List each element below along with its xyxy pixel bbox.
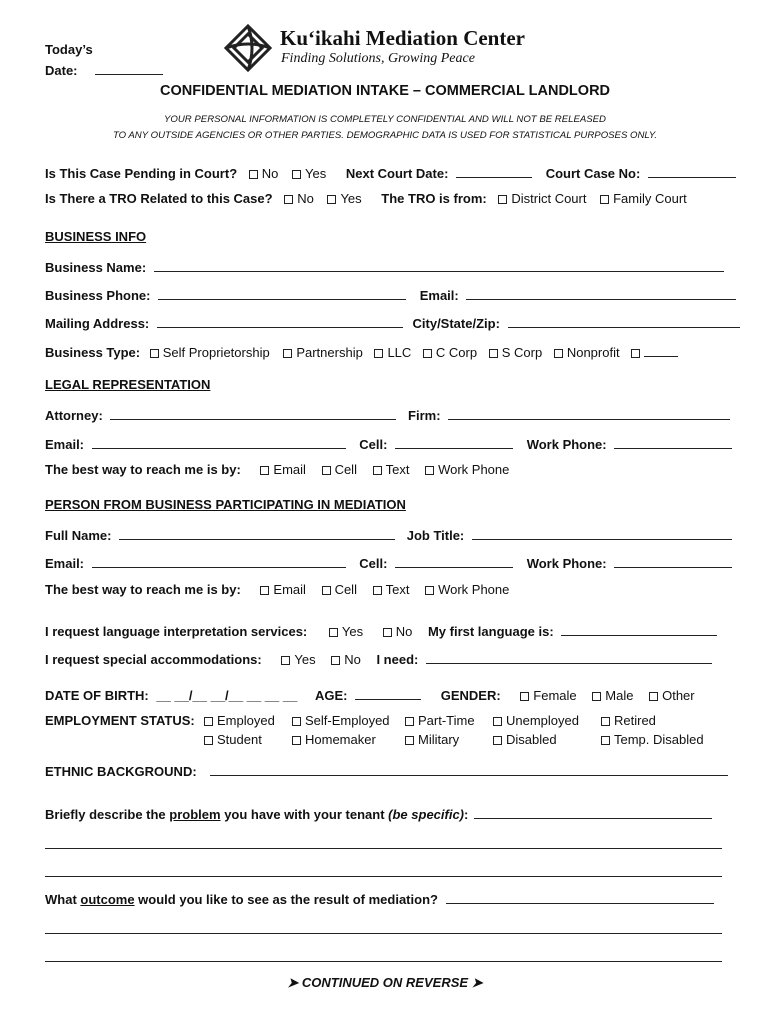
outcome-question: What outcome would you like to see as the result of mediation? (45, 889, 714, 907)
arrow-right-icon: ➤ (287, 975, 299, 990)
participant-email-field[interactable] (92, 553, 346, 568)
type-s-corp-checkbox[interactable] (489, 349, 498, 358)
type-self-proprietorship-checkbox[interactable] (150, 349, 159, 358)
city-state-zip-field[interactable] (508, 313, 740, 328)
gender-other-checkbox[interactable] (649, 692, 658, 701)
form-title: CONFIDENTIAL MEDIATION INTAKE – COMMERCIAL LANDLORD (159, 83, 611, 99)
business-email-field[interactable] (466, 285, 736, 300)
mailing-address-field[interactable] (157, 313, 403, 328)
participant-contact-row: Email: Cell: Work Phone: (45, 553, 732, 571)
business-info-heading: BUSINESS INFO (45, 229, 147, 244)
participant-reach-text-checkbox[interactable] (373, 586, 382, 595)
tro-no-checkbox[interactable] (284, 195, 293, 204)
tro-yes-checkbox[interactable] (327, 195, 336, 204)
todays-date-field[interactable] (95, 60, 163, 75)
business-name-field[interactable] (154, 257, 724, 272)
emp-employed-checkbox[interactable] (204, 717, 213, 726)
business-phone-field[interactable] (158, 285, 406, 300)
legal-contact-row: Email: Cell: Work Phone: (45, 434, 732, 452)
accommodations-no-checkbox[interactable] (331, 656, 340, 665)
type-other-field[interactable] (644, 342, 678, 357)
accommodations-yes-checkbox[interactable] (281, 656, 290, 665)
legal-reach-work-phone-checkbox[interactable] (425, 466, 434, 475)
type-partnership-checkbox[interactable] (283, 349, 292, 358)
participant-heading: PERSON FROM BUSINESS PARTICIPATING IN MEDIATION (45, 497, 406, 512)
problem-line-2[interactable] (45, 848, 722, 849)
todays-date-label: Today’s Date: (45, 42, 163, 78)
legal-email-field[interactable] (92, 434, 346, 449)
participant-name-field[interactable] (119, 525, 395, 540)
participant-cell-field[interactable] (395, 553, 513, 568)
type-other-checkbox[interactable] (631, 349, 640, 358)
business-phone-row: Business Phone: Email: (45, 285, 736, 303)
participant-reach-email-checkbox[interactable] (260, 586, 269, 595)
attorney-row: Attorney: Firm: (45, 405, 730, 423)
legal-reach-email-checkbox[interactable] (260, 466, 269, 475)
employment-options-row1: Employed Self-Employed Part-Time Unemployed Retired (204, 713, 656, 728)
participant-name-row: Full Name: Job Title: (45, 525, 732, 543)
gender-male-checkbox[interactable] (592, 692, 601, 701)
tro-district-checkbox[interactable] (498, 195, 507, 204)
language-no-checkbox[interactable] (383, 628, 392, 637)
tro-row: Is There a TRO Related to this Case? No Yes The TRO is from: District Court Family Court (45, 191, 687, 206)
next-court-date-field[interactable] (456, 163, 532, 178)
emp-disabled-checkbox[interactable] (493, 736, 502, 745)
ethnic-row: ETHNIC BACKGROUND: (45, 761, 728, 779)
problem-field[interactable] (474, 804, 712, 819)
accommodations-row: I request special accommodations: Yes No I need: (45, 649, 712, 667)
emp-temp-disabled-checkbox[interactable] (601, 736, 610, 745)
emp-self-employed-checkbox[interactable] (292, 717, 301, 726)
language-yes-checkbox[interactable] (329, 628, 338, 637)
emp-military-checkbox[interactable] (405, 736, 414, 745)
first-language-field[interactable] (561, 621, 717, 636)
confidential-notice-line1: YOUR PERSONAL INFORMATION IS COMPLETELY CONFIDENTIAL AND WILL NOT BE RELEASED (164, 114, 606, 125)
emp-student-checkbox[interactable] (204, 736, 213, 745)
org-tagline: Finding Solutions, Growing Peace (281, 51, 475, 66)
language-row: I request language interpretation services: Yes No My first language is: (45, 621, 717, 639)
confidential-notice-line2: TO ANY OUTSIDE AGENCIES OR OTHER PARTIES. DEMOGRAPHIC DATA IS USED FOR STATISTICAL PURPOSES ONLY. (112, 130, 658, 141)
type-nonprofit-checkbox[interactable] (554, 349, 563, 358)
continued-footer: ➤ CONTINUED ON REVERSE ➤ (287, 975, 483, 990)
court-pending-row: Is This Case Pending in Court? No Yes Next Court Date: Court Case No: (45, 163, 736, 181)
type-c-corp-checkbox[interactable] (423, 349, 432, 358)
court-pending-yes-checkbox[interactable] (292, 170, 301, 179)
firm-field[interactable] (448, 405, 730, 420)
problem-line-3[interactable] (45, 876, 722, 877)
employment-status-label: EMPLOYMENT STATUS: (45, 713, 195, 728)
ethnic-background-field[interactable] (210, 761, 728, 776)
org-name: Ku‘ikahi Mediation Center (280, 26, 525, 50)
participant-work-phone-field[interactable] (614, 553, 732, 568)
dob-field[interactable]: __ __/__ __/__ __ __ __ (156, 688, 298, 703)
employment-options-row2: Student Homemaker Military Disabled Temp. Disabled (204, 732, 704, 747)
legal-work-phone-field[interactable] (614, 434, 732, 449)
participant-reach-cell-checkbox[interactable] (322, 586, 331, 595)
participant-reach-work-phone-checkbox[interactable] (425, 586, 434, 595)
job-title-field[interactable] (472, 525, 732, 540)
mailing-address-row: Mailing Address: City/State/Zip: (45, 313, 740, 331)
accommodations-need-field[interactable] (426, 649, 712, 664)
type-llc-checkbox[interactable] (374, 349, 383, 358)
outcome-field[interactable] (446, 889, 714, 904)
legal-representation-heading: LEGAL REPRESENTATION (45, 377, 211, 392)
legal-cell-field[interactable] (395, 434, 513, 449)
outcome-line-2[interactable] (45, 933, 722, 934)
problem-question: Briefly describe the problem you have with your tenant (be specific): (45, 804, 712, 822)
legal-reach-text-checkbox[interactable] (373, 466, 382, 475)
court-case-no-field[interactable] (648, 163, 736, 178)
legal-reach-row: The best way to reach me is by: Email Cell Text Work Phone (45, 462, 510, 477)
participant-reach-row: The best way to reach me is by: Email Cell Text Work Phone (45, 582, 510, 597)
court-pending-no-checkbox[interactable] (249, 170, 258, 179)
business-name-row: Business Name: (45, 257, 724, 275)
mediation-center-logo-icon (222, 22, 274, 74)
legal-reach-cell-checkbox[interactable] (322, 466, 331, 475)
tro-family-checkbox[interactable] (600, 195, 609, 204)
age-field[interactable] (355, 685, 421, 700)
arrow-right-icon: ➤ (471, 975, 483, 990)
demographics-row: DATE OF BIRTH: __ __/__ __/__ __ __ __ AGE: GENDER: Female Male Other (45, 685, 695, 703)
outcome-line-3[interactable] (45, 961, 722, 962)
emp-homemaker-checkbox[interactable] (292, 736, 301, 745)
emp-retired-checkbox[interactable] (601, 717, 610, 726)
emp-unemployed-checkbox[interactable] (493, 717, 502, 726)
emp-part-time-checkbox[interactable] (405, 717, 414, 726)
business-type-row: Business Type: Self Proprietorship Partnership LLC C Corp S Corp Nonprofit (45, 342, 678, 360)
gender-female-checkbox[interactable] (520, 692, 529, 701)
attorney-field[interactable] (110, 405, 396, 420)
